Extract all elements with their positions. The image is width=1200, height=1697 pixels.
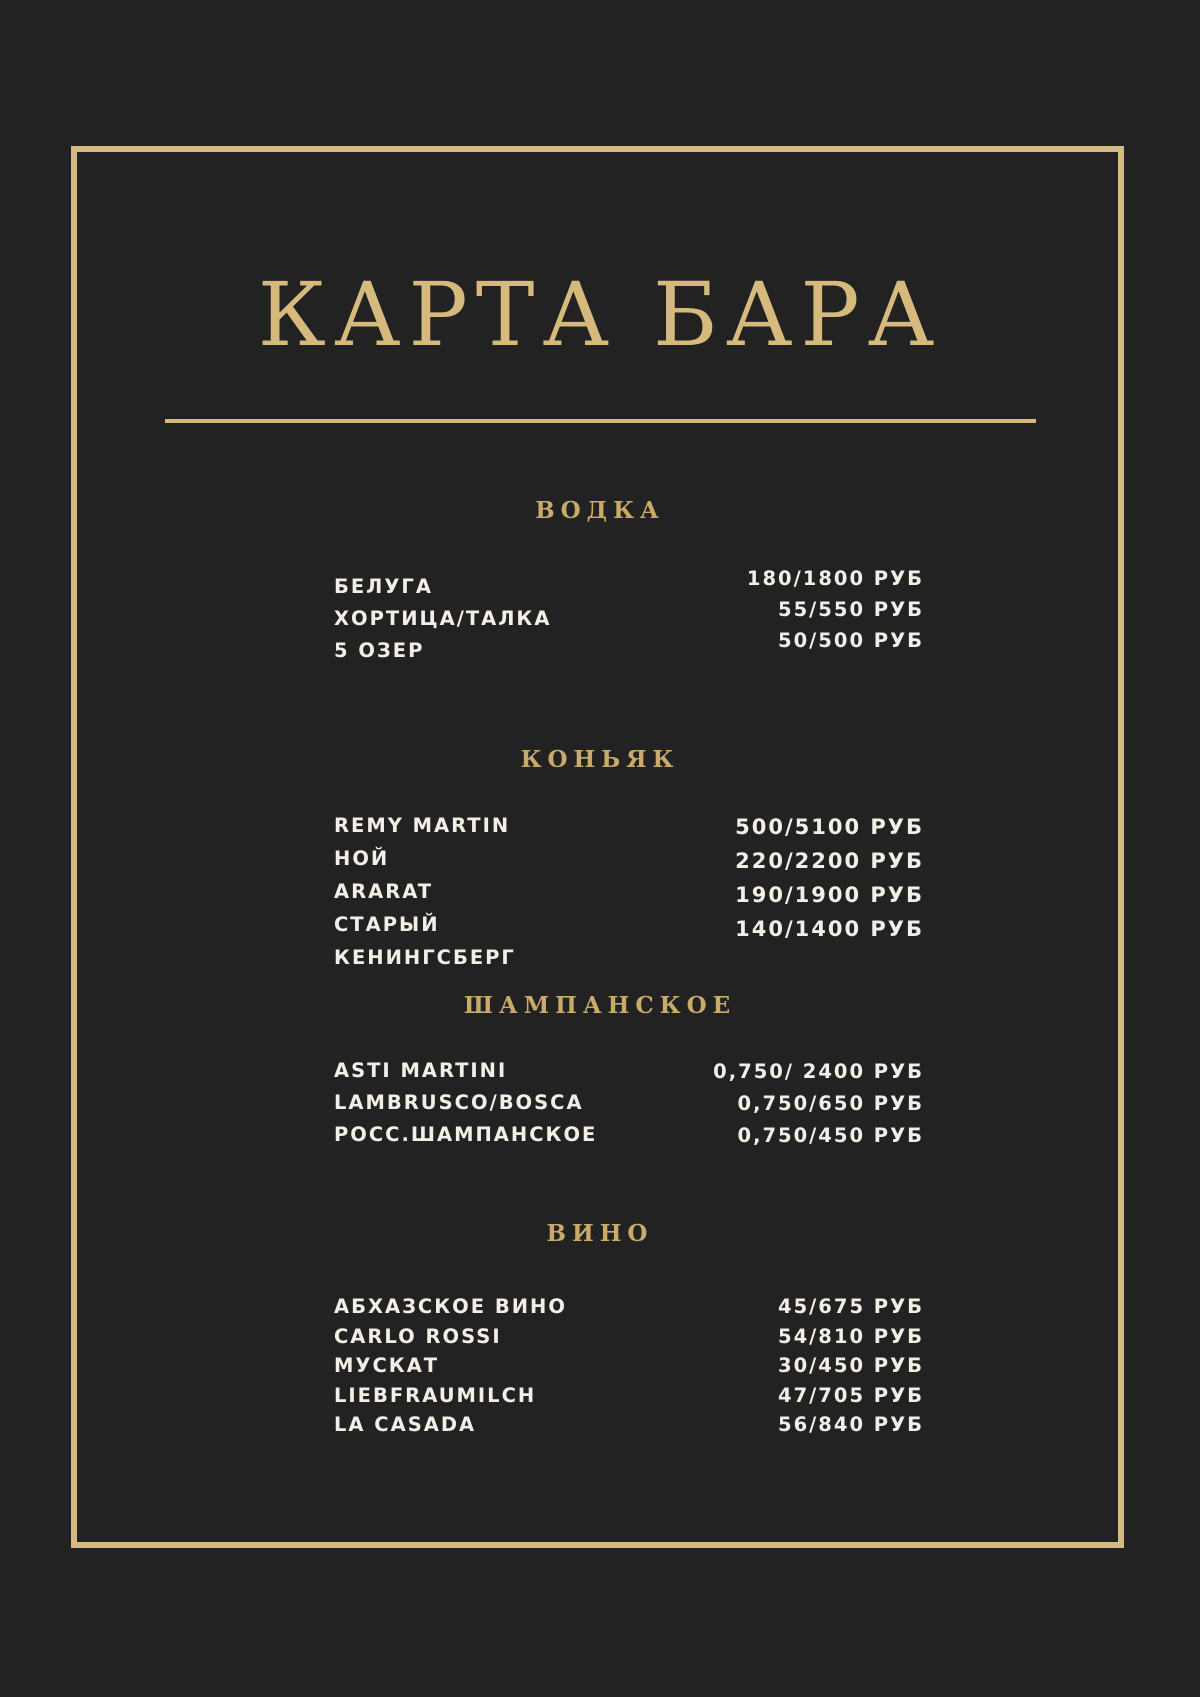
menu-item-name: 5 ОЗЕР <box>334 639 425 662</box>
menu-item-name: НОЙ <box>334 847 390 870</box>
menu-item-price: 500/5100 РУБ <box>735 815 924 839</box>
menu-item-price: 47/705 РУБ <box>778 1383 924 1407</box>
menu-item-name: АБХАЗСКОЕ ВИНО <box>334 1295 567 1318</box>
menu-item-price: 0,750/650 РУБ <box>737 1092 924 1115</box>
menu-item-price: 54/810 РУБ <box>778 1324 924 1348</box>
section-heading-wine: ВИНО <box>546 1220 654 1247</box>
menu-item-name: ASTI MARTINI <box>334 1059 508 1082</box>
menu-item-name: REMY MARTIN <box>334 814 511 837</box>
menu-item-name: ARARAT <box>334 880 434 903</box>
menu-item-name: CARLO ROSSI <box>334 1324 502 1348</box>
menu-title: КАРТА БАРА <box>257 263 943 366</box>
menu-item-price: 45/675 РУБ <box>778 1295 924 1318</box>
menu-item-name: КЕНИНГСБЕРГ <box>334 946 516 969</box>
menu-item-name: СТАРЫЙ <box>334 913 440 936</box>
menu-item-price: 0,750/ 2400 РУБ <box>713 1060 924 1083</box>
menu-item-price: 50/500 РУБ <box>778 629 924 652</box>
title-divider <box>165 419 1036 423</box>
menu-item-name: LAMBRUSCO/BOSCA <box>334 1091 584 1114</box>
wine-prices <box>594 1292 924 1440</box>
menu-item-price: 220/2200 РУБ <box>735 849 924 873</box>
menu-item-price: 0,750/450 РУБ <box>737 1124 924 1147</box>
menu-item-price: 180/1800 РУБ <box>746 567 924 590</box>
menu-item-name: РОСС.ШАМПАНСКОЕ <box>334 1123 598 1146</box>
vodka-prices <box>594 563 924 656</box>
menu-item-name: LIEBFRAUMILCH <box>334 1383 537 1407</box>
menu-item-price: 55/550 РУБ <box>778 598 924 621</box>
section-heading-vodka: ВОДКА <box>535 497 665 524</box>
champagne-prices <box>594 1056 924 1152</box>
menu-item-price: 56/840 РУБ <box>778 1413 924 1436</box>
menu-item-name: МУСКАТ <box>334 1354 440 1377</box>
menu-item-name: ХОРТИЦА/ТАЛКА <box>334 607 552 630</box>
menu-item-price: 140/1400 РУБ <box>735 917 924 941</box>
menu-item-price: 30/450 РУБ <box>778 1354 924 1377</box>
menu-item-name: БЕЛУГА <box>334 575 433 598</box>
section-heading-cognac: КОНЬЯК <box>520 746 680 773</box>
menu-item-price: 190/1900 РУБ <box>735 883 924 907</box>
menu-item-name: LA CASADA <box>334 1413 477 1436</box>
section-heading-champagne: ШАМПАНСКОЕ <box>463 992 737 1019</box>
cognac-prices <box>594 810 924 946</box>
